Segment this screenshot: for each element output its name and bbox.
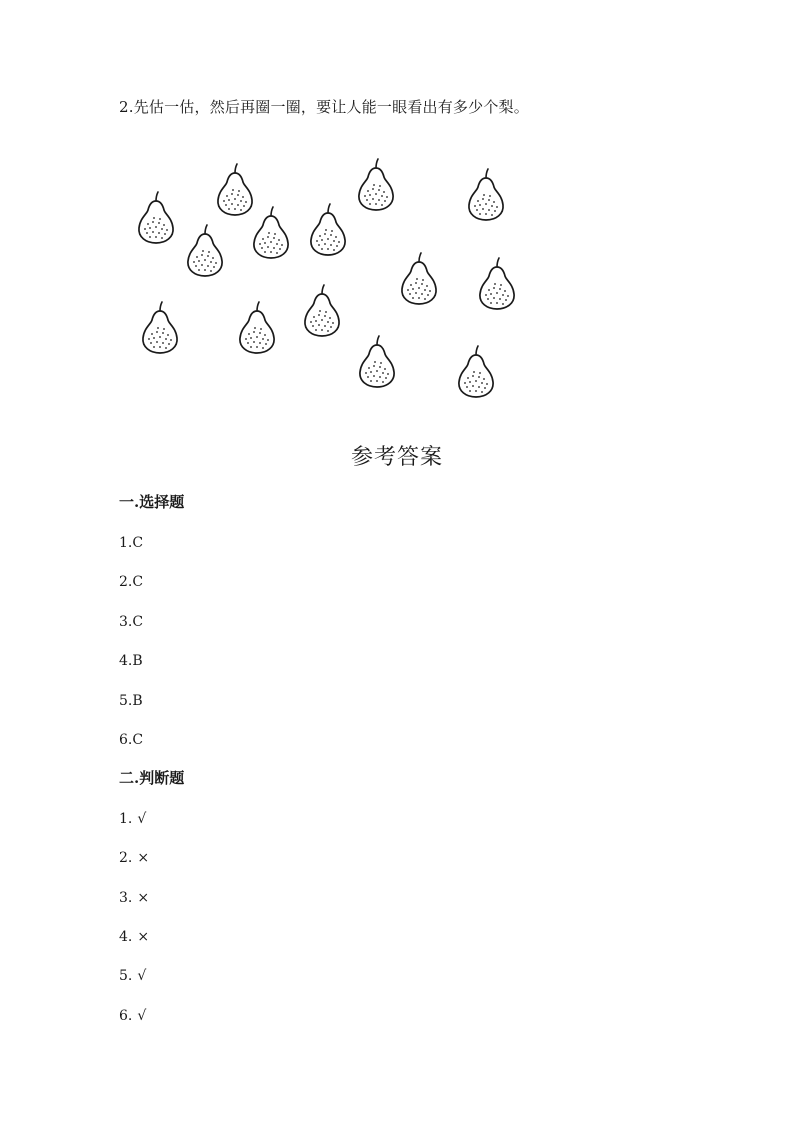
answer-item (119, 729, 143, 751)
answer-item (119, 611, 143, 633)
answer-number: 3. (119, 614, 133, 630)
answer-value: × (137, 890, 150, 906)
answer-item (119, 650, 143, 672)
pear-icon (218, 164, 252, 215)
answer-number: 5. (119, 968, 133, 984)
answer-item (119, 532, 143, 554)
pear-icon (139, 192, 173, 243)
answer-item (119, 1005, 146, 1027)
answer-number: 4. (119, 929, 133, 945)
answer-number: 6. (119, 732, 133, 748)
pear-icon (311, 204, 345, 255)
answer-number: 2. (119, 574, 133, 590)
pear-icon (240, 302, 274, 353)
answer-item (119, 847, 149, 869)
answer-item (119, 926, 149, 948)
answer-value: C (132, 614, 144, 630)
answer-number: 6. (119, 1008, 133, 1024)
pear-icon (459, 346, 493, 397)
answer-item (119, 808, 146, 830)
answer-number: 3. (119, 890, 133, 906)
answer-value: B (132, 693, 143, 709)
answer-item (119, 965, 146, 987)
answer-number: 2. (119, 850, 133, 866)
answer-item (119, 887, 149, 909)
pear-icon (402, 253, 436, 304)
answer-value: C (132, 732, 144, 748)
answer-number: 5. (119, 693, 133, 709)
pear-icon (469, 169, 503, 220)
answer-value: C (132, 535, 144, 551)
section-heading-choice: 一.选择题 (119, 493, 185, 511)
answer-item (119, 571, 143, 593)
pear-icon (305, 285, 339, 336)
pear-icon (360, 336, 394, 387)
answer-value: B (132, 653, 143, 669)
pear-icon (254, 207, 288, 258)
answer-number: 4. (119, 653, 133, 669)
answer-value: √ (137, 968, 147, 984)
answer-value: × (137, 850, 150, 866)
pear-icon (359, 159, 393, 210)
answer-number: 1. (119, 811, 133, 827)
answer-value: × (137, 929, 150, 945)
pear-icon (480, 258, 514, 309)
answer-value: √ (137, 1008, 147, 1024)
answer-title: 参考答案 (350, 445, 443, 470)
question-text: 2.先估一估，然后再圈一圈，要让人能一眼看出有多少个梨。 (119, 98, 529, 116)
section-heading-true-false: 二.判断题 (119, 769, 185, 787)
answer-value: C (132, 574, 144, 590)
answer-number: 1. (119, 535, 133, 551)
pear-icon (188, 225, 222, 276)
answer-value: √ (137, 811, 147, 827)
answer-item (119, 690, 143, 712)
pear-icon (143, 302, 177, 353)
